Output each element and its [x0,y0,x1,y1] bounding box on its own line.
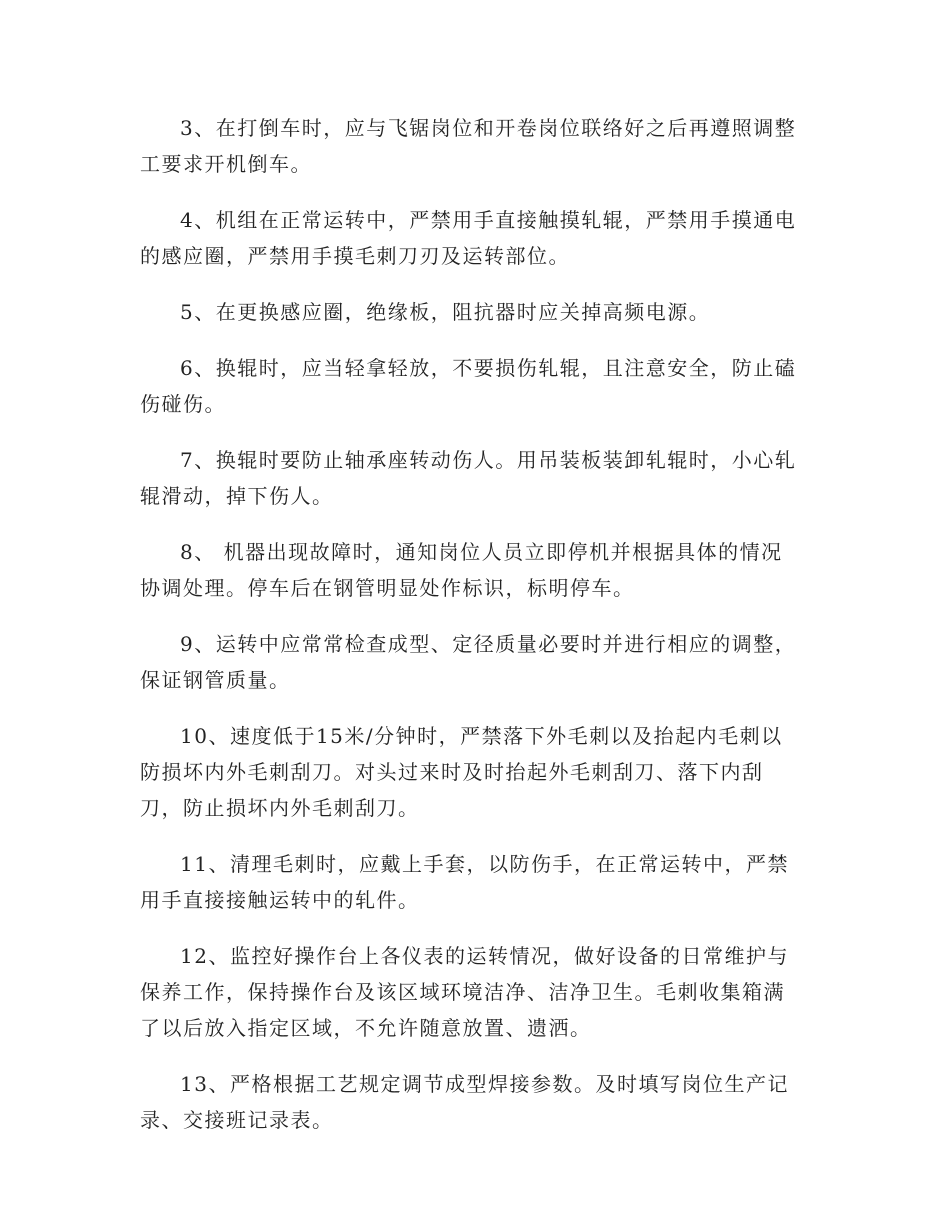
paragraph-line: 13、严格根据工艺规定调节成型焊接参数。及时填写岗位生产记 [180,1072,789,1096]
paragraph-line: 6、换辊时，应当轻拿轻放，不要损伤轧辊，且注意安全，防止磕 [180,356,797,380]
paragraph-line: 录、交接班记录表。 [140,1108,334,1132]
paragraph-line: 4、机组在正常运转中，严禁用手直接触摸轧辊，严禁用手摸通电 [180,208,797,232]
paragraph-11 [140,846,805,918]
paragraph-line: 的感应圈，严禁用手摸毛刺刀刃及运转部位。 [140,244,570,268]
paragraph-line: 3、在打倒车时，应与飞锯岗位和开卷岗位联络好之后再遵照调整 [180,116,797,140]
paragraph-line: 辊滑动，掉下伤人。 [140,484,334,508]
paragraph-line: 5、在更换感应圈，绝缘板，阻抗器时应关掉高频电源。 [180,300,711,324]
paragraph-line: 协调处理。停车后在钢管明显处作标识，标明停车。 [140,576,635,600]
paragraph-4 [140,202,805,274]
paragraph-line: 11、清理毛刺时，应戴上手套，以防伤手，在正常运转中，严禁 [180,852,789,876]
paragraph-line: 10、速度低于15米/分钟时，严禁落下外毛刺以及抬起内毛刺以 [180,724,783,748]
paragraph-5 [140,294,805,330]
paragraph-13 [140,1066,805,1138]
paragraph-line: 用手直接接触运转中的轧件。 [140,888,420,912]
paragraph-line: 防损坏内外毛刺刮刀。对头过来时及时抬起外毛刺刮刀、落下内刮 [140,760,764,784]
paragraph-line: 了以后放入指定区域，不允许随意放置、遗洒。 [140,1016,592,1040]
paragraph-9 [140,626,805,698]
paragraph-line: 伤碰伤。 [140,392,226,416]
document-body [140,110,805,1158]
paragraph-6 [140,350,805,422]
paragraph-3 [140,110,805,182]
paragraph-line: 9、运转中应常常检查成型、定径质量必要时并进行相应的调整， [180,632,797,656]
paragraph-line: 保证钢管质量。 [140,668,291,692]
paragraph-12 [140,938,805,1046]
paragraph-10 [140,718,805,826]
paragraph-line: 工要求开机倒车。 [140,152,312,176]
paragraph-line: 刀，防止损坏内外毛刺刮刀。 [140,796,420,820]
paragraph-line: 7、换辊时要防止轴承座转动伤人。用吊装板装卸轧辊时，小心轧 [180,448,797,472]
paragraph-8 [140,534,805,606]
paragraph-7 [140,442,805,514]
paragraph-line: 保养工作，保持操作台及该区域环境洁净、洁净卫生。毛刺收集箱满 [140,980,785,1004]
paragraph-line: 12、监控好操作台上各仪表的运转情况，做好设备的日常维护与 [180,944,789,968]
paragraph-line: 8、 机器出现故障时，通知岗位人员立即停机并根据具体的情况 [180,540,783,564]
